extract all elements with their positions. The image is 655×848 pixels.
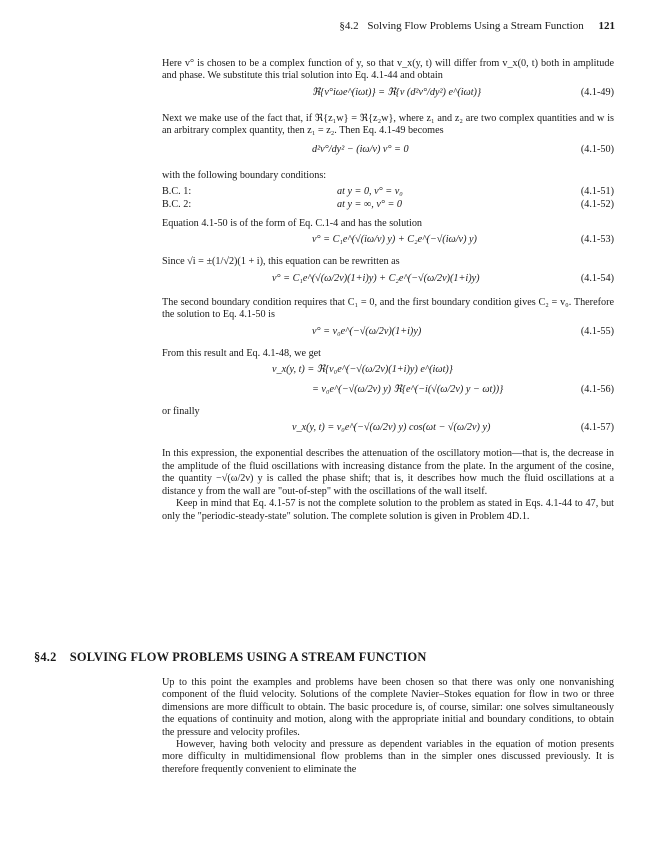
boundary-condition-2 [162, 199, 614, 212]
paragraph: From this result and Eq. 4.1-48, we get [162, 347, 322, 359]
text-block-upper [162, 58, 614, 523]
paragraph: However, having both velocity and pressure as dependent variables in the equation of motion presents more difficulty in multidimensional flow problems than in the simpler ones discussed previously. It is therefore frequently convenient to eliminate the [162, 739, 614, 775]
equation-number: (4.1-49) [580, 86, 614, 98]
paragraph: with the following boundary conditions: [162, 169, 327, 181]
header-section: §4.2 [339, 20, 359, 32]
equation-number: (4.1-52) [580, 199, 614, 211]
equation-number: (4.1-54) [580, 272, 614, 284]
paragraph: Here v° is chosen to be a complex function of y, so that v_x(y, t) will differ from v_x(0, t) both in amplitude and phase. We substitute this trial solution into Eq. 4.1-44 and obtain [162, 58, 614, 82]
page-number: 121 [598, 20, 615, 32]
boundary-condition-1 [162, 186, 614, 199]
equation-expr: = v₀e^(−√(ω/2ν) y) ℜ{e^(−i(√(ω/2ν) y − ωt))} [312, 384, 504, 396]
section-heading [34, 650, 427, 665]
equation-number: (4.1-56) [580, 384, 614, 396]
equation-4-1-49 [162, 87, 614, 103]
paragraph: Since √i = ±(1/√2)(1 + i), this equation can be rewritten as [162, 256, 400, 268]
equation-expr: v° = v₀e^(−√(ω/2ν)(1+i)y) [312, 325, 422, 337]
equation-expr: v_x(y, t) = ℜ{v₀e^(−√(ω/2ν)(1+i)y) e^(iωt)} [272, 364, 453, 376]
section-number: §4.2 [34, 650, 57, 664]
paragraph: Keep in mind that Eq. 4.1-57 is not the complete solution to the problem as stated in Eqs. 4.1-44 to 47, but only the "periodic-steady-state" solution. The complete solution is given in Problem 4D.1. [162, 498, 614, 522]
equation-number: (4.1-51) [580, 186, 614, 198]
equation-number: (4.1-50) [580, 143, 614, 155]
equation-expr: v° = C₁e^(√(ω/2ν)(1+i)y) + C₂e^(−√(ω/2ν)(1+i)y) [272, 272, 480, 284]
running-header [339, 20, 615, 32]
equation-4-1-55 [162, 326, 614, 342]
equation-4-1-50 [162, 144, 614, 160]
paragraph: Up to this point the examples and problems have been chosen so that there was only one nonvanishing component of the fluid velocity. Solutions of the complete Navier–Stokes equation for flow in two or three dimensions are more difficult to obtain. The basic procedure is, of course, similar: one solves simultaneously the equations of continuity and motion, along with the appropriate initial and boundary conditions, to obtain the pressure and velocity profiles. [162, 677, 614, 738]
paragraph: or finally [162, 406, 200, 418]
equation-expr: d²v°/dy² − (iω/ν) v° = 0 [312, 143, 409, 155]
paragraph: Next we make use of the fact that, if ℜ{z₁w} = ℜ{z₂w}, where z₁ and z₂ are two complex quantities and w is an arbitrary complex quantity, then z₁ = z₂. Then Eq. 4.1-49 becomes [162, 112, 614, 137]
equation-expr: ℜ{v°iωe^(iωt)} = ℜ{ν (d²v°/dy²) e^(iωt)} [312, 86, 482, 98]
equation-4-1-57 [162, 422, 614, 438]
header-title: Solving Flow Problems Using a Stream Function [367, 20, 584, 32]
equation-4-1-54 [162, 273, 614, 289]
paragraph: In this expression, the exponential describes the attenuation of the oscillatory motion—that is, the decrease in the amplitude of the fluid oscillations with increasing distance from the plate. In the argument of the cosine, the quantity −√(ω/2ν) y is called the phase shift; that is, it describes how much the fluid oscillations at a distance y from the wall are "out-of-step" with the oscillations of the wall itself. [162, 448, 614, 497]
section-title: SOLVING FLOW PROBLEMS USING A STREAM FUNCTION [69, 650, 427, 664]
equation-4-1-56-line1 [162, 364, 614, 380]
paragraph: The second boundary condition requires that C₁ = 0, and the first boundary condition gives C₂ = v₀. Therefore the solution to Eq. 4.1-50 is [162, 296, 614, 321]
paragraph: Equation 4.1-50 is of the form of Eq. C.1-4 and has the solution [162, 218, 423, 230]
bc-condition: at y = 0, v° = v₀ [337, 186, 403, 198]
equation-expr: v° = C₁e^(√(iω/ν) y) + C₂e^(−√(iω/ν) y) [312, 234, 477, 246]
bc-label: B.C. 2: [162, 199, 192, 211]
equation-number: (4.1-53) [580, 234, 614, 246]
equation-number: (4.1-55) [580, 325, 614, 337]
equation-4-1-53 [162, 234, 614, 250]
text-block-lower [162, 677, 614, 776]
equation-4-1-56-line2 [162, 384, 614, 400]
bc-condition: at y = ∞, v° = 0 [337, 199, 402, 211]
equation-expr: v_x(y, t) = v₀e^(−√(ω/2ν) y) cos(ωt − √(ω/2ν) y) [292, 422, 491, 434]
equation-number: (4.1-57) [580, 422, 614, 434]
bc-label: B.C. 1: [162, 186, 192, 198]
